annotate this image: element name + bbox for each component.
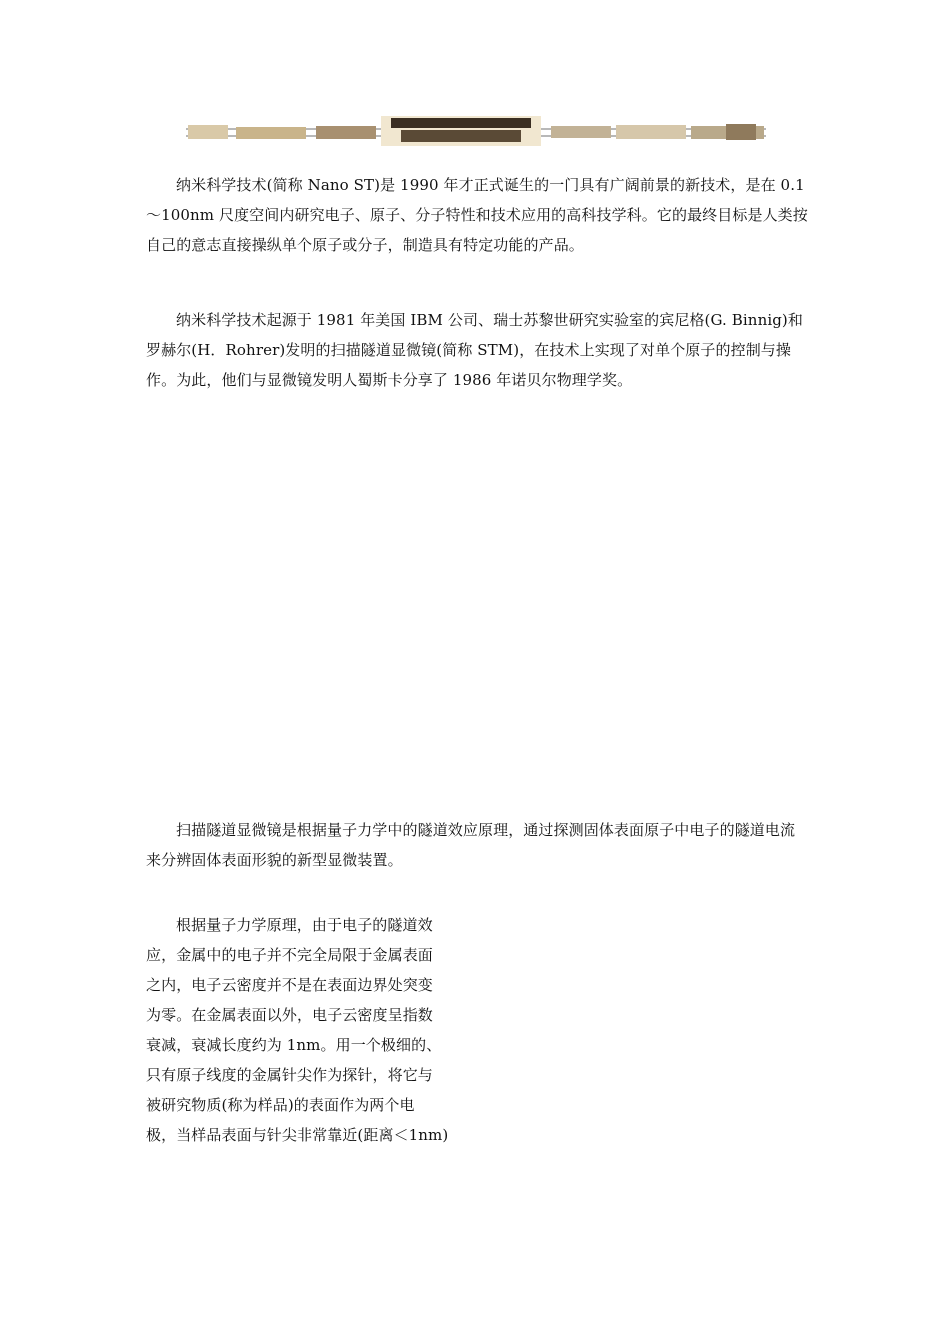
stm-definition-paragraph: 扫描隧道显微镜是根据量子力学中的隧道效应原理，通过探测固体表面原子中电子的隧道电流来分辨固体表面形貌的新型显微装置。: [146, 821, 796, 869]
principle-line-5: 衰减，衰减长度约为 1nm。用一个极细的、: [146, 1036, 442, 1054]
principle-line-7: 被研究物质(称为样品)的表面作为两个电: [146, 1096, 415, 1114]
principle-line-4: 为零。在金属表面以外，电子云密度呈指数: [146, 1006, 433, 1024]
principle-line-1: 根据量子力学原理，由于电子的隧道效: [176, 916, 433, 934]
principle-line-2: 应，金属中的电子并不完全局限于金属表面: [146, 946, 433, 964]
intro-paragraph: 纳米科学技术(简称 Nano ST)是 1990 年才正式诞生的一门具有广阔前景的新技术，是在 0.1～100nm 尺度空间内研究电子、原子、分子特性和技术应用的高科技学科。它的最终目标是人类按自己的意志直接操纵单个原子或分子，制造具有特定功能的产品。: [146, 176, 808, 254]
origin-paragraph: 纳米科学技术起源于 1981 年美国 IBM 公司、瑞士苏黎世研究实验室的宾尼格(G. Binnig)和罗赫尔(H．Rohrer)发明的扫描隧道显微镜(简称 STM)，在技术上实现了对单个原子的控制与操作。为此，他们与显微镜发明人蜀斯卡分享了 1986 年诺贝尔物理学奖。: [146, 311, 803, 389]
tunneling-principle-paragraph: [146, 910, 466, 1150]
header-banner-image: [186, 116, 766, 146]
principle-line-3: 之内，电子云密度并不是在表面边界处突变: [146, 976, 433, 994]
principle-line-8: 极，当样品表面与针尖非常靠近(距离＜1nm): [146, 1126, 449, 1144]
principle-line-6: 只有原子线度的金属针尖作为探针，将它与: [146, 1066, 433, 1084]
